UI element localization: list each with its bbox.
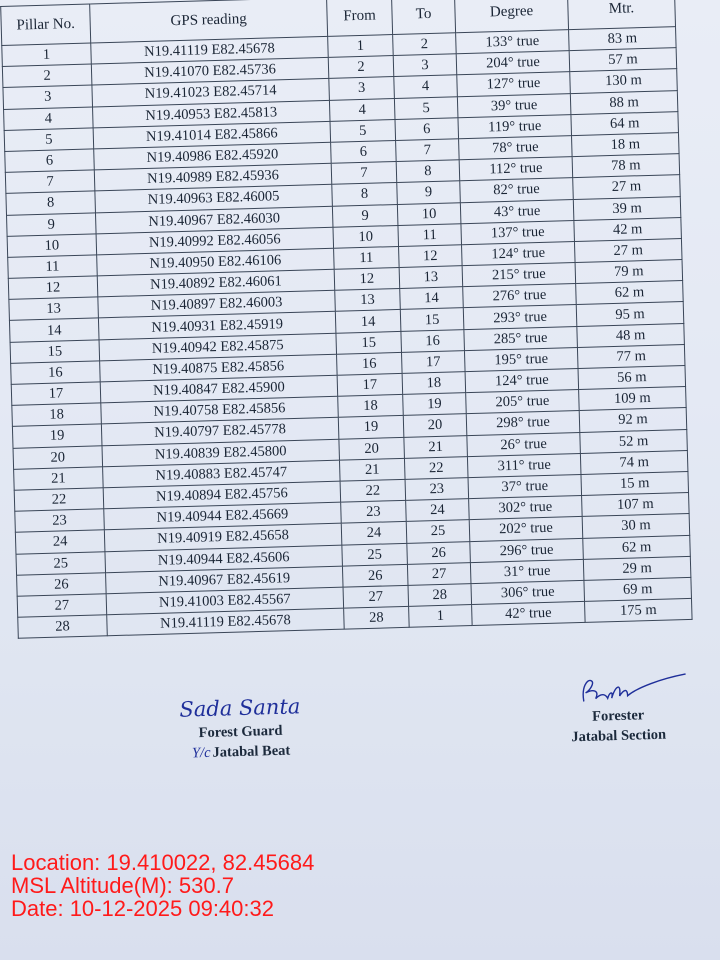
cell-degree: 276° true <box>463 284 577 308</box>
cell-to: 18 <box>402 372 466 395</box>
handwritten-mark: Y/c <box>191 744 211 762</box>
cell-gps: N19.40967 E82.45619 <box>106 566 343 594</box>
cell-gps: N19.40894 E82.45756 <box>103 481 340 509</box>
cell-from: 8 <box>332 183 398 206</box>
cell-pillar: 28 <box>18 615 108 639</box>
cell-gps: N19.40963 E82.46005 <box>95 185 332 213</box>
cell-pillar: 10 <box>7 234 97 258</box>
cell-mtr: 18 m <box>572 133 680 157</box>
cell-mtr: 30 m <box>582 514 690 538</box>
cell-gps: N19.40944 E82.45606 <box>105 545 342 573</box>
cell-mtr: 57 m <box>569 48 677 72</box>
cell-gps: N19.41014 E82.45866 <box>93 121 330 149</box>
cell-from: 16 <box>337 352 403 375</box>
cell-from: 6 <box>331 140 397 163</box>
cell-mtr: 88 m <box>570 90 678 114</box>
stamp-altitude: MSL Altitude(M): 530.7 <box>11 873 234 898</box>
cell-to: 10 <box>397 202 461 225</box>
cell-degree: 298° true <box>466 411 580 435</box>
cell-gps: N19.40797 E82.45778 <box>101 418 338 446</box>
cell-pillar: 18 <box>12 403 102 427</box>
table-body <box>2 27 692 639</box>
cell-pillar: 1 <box>2 43 92 67</box>
cell-pillar: 26 <box>17 572 107 596</box>
forester-signature-block <box>547 670 689 748</box>
cell-mtr: 78 m <box>572 154 680 178</box>
cell-to: 13 <box>399 266 463 289</box>
cell-pillar: 25 <box>16 551 106 575</box>
cell-from: 9 <box>332 204 398 227</box>
signer-role: Forest Guard <box>198 722 283 742</box>
cell-to: 3 <box>393 54 457 77</box>
cell-from: 21 <box>339 458 405 481</box>
cell-mtr: 56 m <box>578 366 686 390</box>
cell-mtr: 52 m <box>580 429 688 453</box>
cell-degree: 127° true <box>457 72 571 96</box>
cell-to: 16 <box>401 329 465 352</box>
cell-pillar: 27 <box>17 594 107 618</box>
cell-mtr: 64 m <box>571 111 679 135</box>
cell-from: 7 <box>331 162 397 185</box>
cell-degree: 293° true <box>463 305 577 329</box>
cell-pillar: 11 <box>8 255 98 279</box>
cell-from: 15 <box>336 331 402 354</box>
cell-pillar: 23 <box>15 509 105 533</box>
cell-pillar: 15 <box>10 339 100 363</box>
cell-mtr: 95 m <box>576 302 684 326</box>
cell-from: 22 <box>340 479 406 502</box>
stamp-date: Date: 10-12-2025 09:40:32 <box>11 896 274 921</box>
col-header-degree: Degree <box>455 0 569 33</box>
cell-pillar: 13 <box>9 297 99 321</box>
cell-mtr: 27 m <box>574 238 682 262</box>
cell-pillar: 20 <box>13 445 103 469</box>
cell-gps: N19.40839 E82.45800 <box>102 439 339 467</box>
cell-gps: N19.40986 E82.45920 <box>94 142 331 170</box>
cell-degree: 43° true <box>460 199 574 223</box>
cell-from: 3 <box>329 77 395 100</box>
cell-from: 5 <box>330 119 396 142</box>
cell-from: 24 <box>341 522 407 545</box>
cell-from: 11 <box>334 246 400 269</box>
cell-degree: 42° true <box>472 601 586 625</box>
cell-pillar: 22 <box>14 488 104 512</box>
cell-degree: 202° true <box>469 517 583 541</box>
col-header-from: From <box>327 0 393 36</box>
cell-degree: 78° true <box>459 136 573 160</box>
cell-mtr: 79 m <box>575 260 683 284</box>
cell-to: 5 <box>394 96 458 119</box>
cell-gps: N19.40967 E82.46030 <box>95 206 332 234</box>
cell-gps: N19.40989 E82.45936 <box>94 163 331 191</box>
cell-pillar: 6 <box>5 149 95 173</box>
cell-degree: 37° true <box>468 474 582 498</box>
cell-pillar: 7 <box>5 170 95 194</box>
cell-to: 22 <box>404 456 468 479</box>
cell-gps: N19.40758 E82.45856 <box>101 396 338 424</box>
cell-to: 21 <box>404 435 468 458</box>
cell-gps: N19.40883 E82.45747 <box>103 460 340 488</box>
cell-to: 24 <box>406 499 470 522</box>
cell-pillar: 9 <box>7 212 97 236</box>
cell-mtr: 69 m <box>584 577 692 601</box>
cell-degree: 215° true <box>462 263 576 287</box>
cell-gps: N19.40950 E82.46106 <box>97 248 334 276</box>
cell-gps: N19.40992 E82.46056 <box>96 227 333 255</box>
cell-pillar: 21 <box>14 467 104 491</box>
cell-pillar: 17 <box>11 382 101 406</box>
cell-from: 10 <box>333 225 399 248</box>
cell-degree: 82° true <box>460 178 574 202</box>
cell-to: 4 <box>394 75 458 98</box>
cell-degree: 302° true <box>469 496 583 520</box>
cell-mtr: 74 m <box>580 450 688 474</box>
cell-to: 12 <box>399 245 463 268</box>
cell-degree: 204° true <box>456 51 570 75</box>
cell-to: 1 <box>409 605 473 628</box>
cell-to: 8 <box>396 160 460 183</box>
cell-gps: N19.41119 E82.45678 <box>91 36 328 64</box>
cell-to: 7 <box>396 139 460 162</box>
cell-degree: 112° true <box>459 157 573 181</box>
cell-pillar: 3 <box>3 85 93 109</box>
cell-mtr: 27 m <box>573 175 681 199</box>
cell-gps: N19.40875 E82.45856 <box>100 354 337 382</box>
cell-degree: 311° true <box>467 453 581 477</box>
col-header-gps: GPS reading <box>90 0 328 43</box>
cell-gps: N19.41003 E82.45567 <box>106 587 343 615</box>
cell-gps: N19.40919 E82.45658 <box>104 523 341 551</box>
cell-to: 9 <box>397 181 461 204</box>
cell-mtr: 62 m <box>576 281 684 305</box>
cell-mtr: 48 m <box>577 323 685 347</box>
cell-mtr: 62 m <box>583 535 691 559</box>
cell-gps: N19.41023 E82.45714 <box>92 79 329 107</box>
cell-degree: 124° true <box>462 241 576 265</box>
cell-gps: N19.40897 E82.46003 <box>98 291 335 319</box>
cell-from: 2 <box>328 56 394 79</box>
cell-from: 14 <box>335 310 401 333</box>
cell-from: 12 <box>334 268 400 291</box>
cell-degree: 296° true <box>470 538 584 562</box>
cell-degree: 133° true <box>456 30 570 54</box>
cell-mtr: 92 m <box>579 408 687 432</box>
cell-degree: 119° true <box>458 114 572 138</box>
cell-from: 26 <box>342 564 408 587</box>
cell-to: 11 <box>398 223 462 246</box>
cell-from: 20 <box>339 437 405 460</box>
cell-degree: 26° true <box>467 432 581 456</box>
cell-degree: 137° true <box>461 220 575 244</box>
cell-mtr: 42 m <box>574 217 682 241</box>
cell-mtr: 109 m <box>579 387 687 411</box>
cell-to: 15 <box>400 308 464 331</box>
cell-pillar: 24 <box>15 530 105 554</box>
cell-degree: 285° true <box>464 326 578 350</box>
cell-pillar: 5 <box>4 128 94 152</box>
cell-degree: 39° true <box>457 93 571 117</box>
cell-to: 6 <box>395 118 459 141</box>
cell-from: 13 <box>335 289 401 312</box>
col-header-pillar: Pillar No. <box>1 4 91 45</box>
cell-to: 14 <box>400 287 464 310</box>
cell-mtr: 83 m <box>569 27 677 51</box>
handwritten-signature: Sada Santa <box>179 694 301 722</box>
cell-from: 27 <box>343 585 409 608</box>
cell-degree: 306° true <box>471 580 585 604</box>
cell-to: 27 <box>407 562 471 585</box>
cell-gps: N19.40847 E82.45900 <box>100 375 337 403</box>
stamp-location: Location: 19.410022, 82.45684 <box>11 850 315 875</box>
cell-mtr: 175 m <box>585 598 693 622</box>
cell-to: 26 <box>407 541 471 564</box>
handwritten-signature-scribble <box>577 670 688 707</box>
col-header-to: To <box>392 0 456 35</box>
cell-mtr: 77 m <box>577 344 685 368</box>
cell-from: 4 <box>329 98 395 121</box>
cell-pillar: 16 <box>11 361 101 385</box>
signer-unit: Jatabal Section <box>571 726 667 746</box>
cell-mtr: 130 m <box>570 69 678 93</box>
cell-from: 23 <box>341 500 407 523</box>
cell-gps: N19.40944 E82.45669 <box>104 502 341 530</box>
cell-gps: N19.40931 E82.45919 <box>98 312 335 340</box>
cell-degree: 195° true <box>464 347 578 371</box>
cell-mtr: 107 m <box>582 493 690 517</box>
cell-from: 19 <box>338 416 404 439</box>
signer-unit: Jatabal Beat <box>212 742 291 761</box>
cell-degree: 205° true <box>466 390 580 414</box>
signer-role: Forester <box>591 707 645 725</box>
cell-to: 20 <box>403 414 467 437</box>
cell-to: 23 <box>405 478 469 501</box>
cell-gps: N19.40892 E82.46061 <box>97 269 334 297</box>
cell-pillar: 2 <box>2 64 92 88</box>
cell-from: 28 <box>344 606 410 629</box>
cell-mtr: 15 m <box>581 471 689 495</box>
cell-gps: N19.41119 E82.45678 <box>107 608 344 636</box>
cell-degree: 31° true <box>470 559 584 583</box>
cell-mtr: 29 m <box>583 556 691 580</box>
cell-from: 18 <box>338 395 404 418</box>
forest-guard-signature-block <box>179 694 302 763</box>
cell-gps: N19.40953 E82.45813 <box>93 100 330 128</box>
cell-pillar: 14 <box>9 318 99 342</box>
cell-pillar: 19 <box>12 424 102 448</box>
cell-to: 19 <box>403 393 467 416</box>
cell-from: 25 <box>342 543 408 566</box>
cell-from: 17 <box>337 373 403 396</box>
col-header-mtr: Mtr. <box>567 0 675 30</box>
cell-pillar: 4 <box>4 107 94 131</box>
cell-gps: N19.40942 E82.45875 <box>99 333 336 361</box>
cell-mtr: 39 m <box>573 196 681 220</box>
cell-to: 17 <box>401 350 465 373</box>
cell-to: 28 <box>408 583 472 606</box>
cell-from: 1 <box>328 35 394 58</box>
cell-to: 2 <box>393 33 457 56</box>
gps-photo-stamp <box>11 851 314 920</box>
cell-gps: N19.41070 E82.45736 <box>91 58 328 86</box>
cell-degree: 124° true <box>465 369 579 393</box>
cell-pillar: 12 <box>8 276 98 300</box>
cell-pillar: 8 <box>6 191 96 215</box>
cell-to: 25 <box>406 520 470 543</box>
